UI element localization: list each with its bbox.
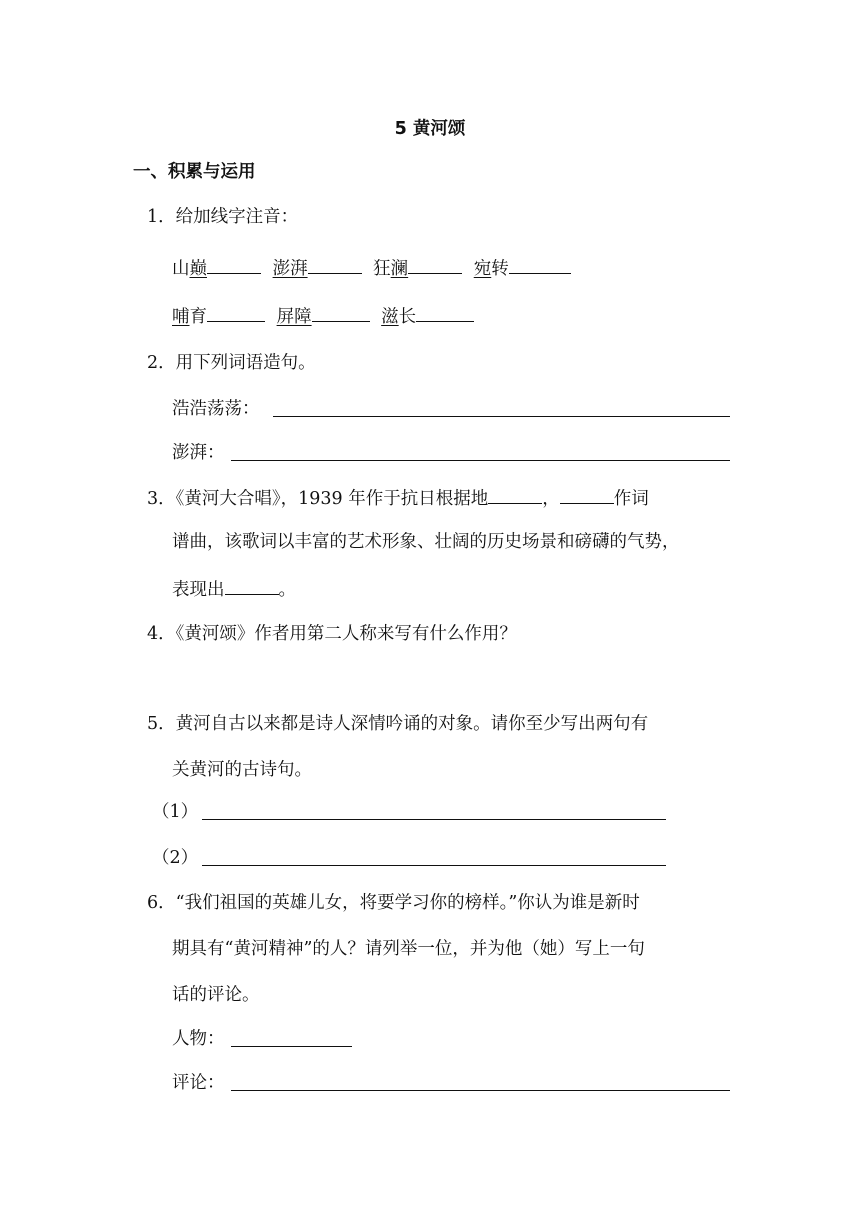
page-title: 5 黄河颂 <box>394 119 466 139</box>
word-item: 宛转 <box>474 255 571 281</box>
question-3-line-1: 3．《黄河大合唱》，1939 年作于抗日根据地 ， 作词 <box>147 485 649 511</box>
phonetic-row-1 <box>172 255 577 281</box>
answer-line[interactable] <box>231 1090 730 1091</box>
answer-blank[interactable] <box>312 303 370 322</box>
sentence-item-1-label: 浩浩荡荡： <box>172 399 260 419</box>
person-label: 人物： <box>172 1029 225 1049</box>
sentence-item-2-label: 澎湃： <box>172 443 225 463</box>
answer-line[interactable] <box>273 416 730 417</box>
answer-blank[interactable] <box>308 255 362 274</box>
section-heading: 一、积累与运用 <box>133 162 256 182</box>
answer-blank[interactable] <box>488 485 542 504</box>
word-item: 屏障 <box>277 303 370 329</box>
question-5-line-2: 关黄河的古诗句。 <box>172 760 312 780</box>
answer-blank[interactable] <box>207 255 261 274</box>
question-6-line-2: 期具有“黄河精神”的人？请列举一位，并为他（她）写上一句 <box>172 939 645 959</box>
answer-line[interactable] <box>202 819 666 820</box>
comment-label: 评论： <box>172 1073 225 1093</box>
answer-blank[interactable] <box>416 303 474 322</box>
question-4-prompt: 4．《黄河颂》作者用第二人称来写有什么作用？ <box>147 624 517 644</box>
question-3-line-2: 谱曲，该歌词以丰富的艺术形象、壮阔的历史场景和磅礴的气势， <box>172 532 680 552</box>
question-6-line-3: 话的评论。 <box>172 985 260 1005</box>
word-item: 狂澜 <box>373 255 462 281</box>
poem-item-1-label: （1） <box>152 802 199 822</box>
poem-item-2-label: （2） <box>152 848 199 868</box>
question-2-prompt: 2．用下列词语造句。 <box>147 353 316 373</box>
answer-blank[interactable] <box>207 303 265 322</box>
answer-blank[interactable] <box>225 576 279 595</box>
word-item: 澎湃 <box>273 255 362 281</box>
answer-line[interactable] <box>202 865 666 866</box>
question-1-prompt: 1．给加线字注音： <box>147 207 299 227</box>
answer-blank[interactable] <box>560 485 614 504</box>
word-item: 滋长 <box>381 303 474 329</box>
question-6-line-1: 6．“我们祖国的英雄儿女，将要学习你的榜样。”你认为谁是新时 <box>147 893 640 913</box>
answer-blank[interactable] <box>509 255 571 274</box>
question-5-line-1: 5．黄河自古以来都是诗人深情吟诵的对象。请你至少写出两句有 <box>147 714 649 734</box>
word-item: 山巅 <box>172 255 261 281</box>
answer-line[interactable] <box>231 460 730 461</box>
answer-blank[interactable] <box>408 255 462 274</box>
question-3-line-3: 表现出 。 <box>172 576 296 602</box>
phonetic-row-2 <box>172 303 480 329</box>
word-item: 哺育 <box>172 303 265 329</box>
answer-line[interactable] <box>231 1046 352 1047</box>
